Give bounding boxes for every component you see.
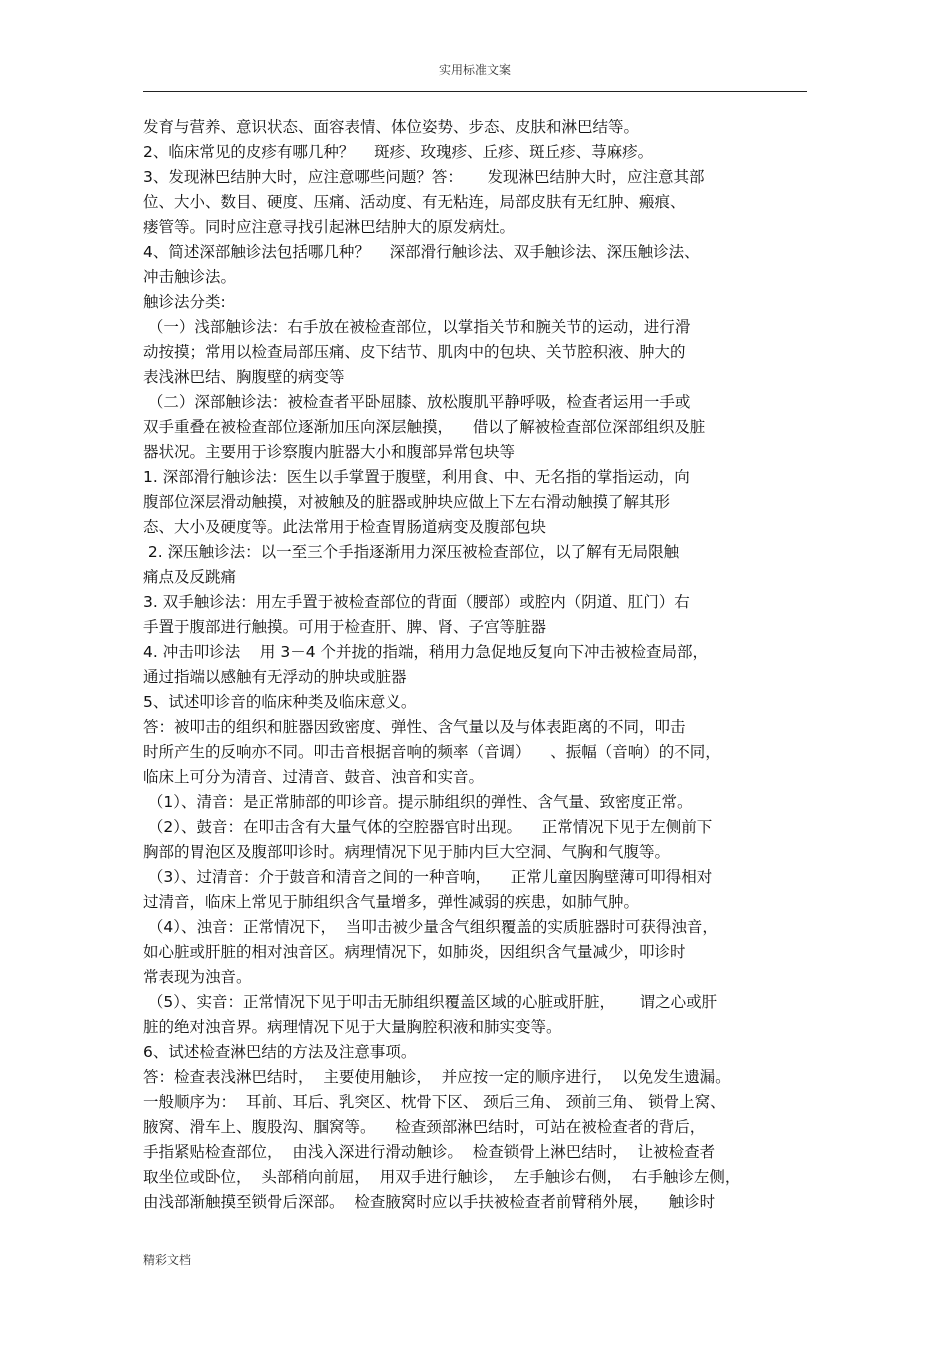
text-line: 如心脏或肝脏的相对浊音区。病理情况下，如肺炎，因组织含气量减少，叩诊时 (143, 943, 686, 961)
text-line: 6、试述检查淋巴结的方法及注意事项。 (143, 1043, 417, 1061)
text-line: 答：检查表浅淋巴结时， 主要使用触诊， 并应按一定的顺序进行， 以免发生遗漏。 (143, 1068, 731, 1086)
text-line: 取坐位或卧位， 头部稍向前屈， 用双手进行触诊， 左手触诊右侧， 右手触诊左侧， (143, 1168, 741, 1186)
page-header: 实用标准文案 (438, 63, 511, 77)
text-line: 器状况。主要用于诊察腹内脏器大小和腹部异常包块等 (143, 443, 516, 461)
text-line: 4、简述深部触诊法包括哪几种？ 深部滑行触诊法、双手触诊法、深压触诊法、 (143, 243, 700, 261)
text-line: 表浅淋巴结、胸腹壁的病变等 (143, 368, 345, 386)
text-line: 手指紧贴检查部位， 由浅入深进行滑动触诊。 检查锁骨上淋巴结时， 让被检查者 (143, 1143, 716, 1161)
text-line: （2）、鼓音：在叩击含有大量气体的空腔器官时出现。 正常情况下见于左侧前下 (143, 818, 713, 836)
text-line: 常表现为浊音。 (143, 968, 252, 986)
text-line: 痛点及反跳痛 (143, 568, 237, 586)
text-line: 4. 冲击叩诊法 用 3－4 个并拢的指端，稍用力急促地反复向下冲击被检查局部， (143, 643, 709, 661)
text-line: 腹部位深层滑动触摸，对被触及的脏器或肿块应做上下左右滑动触摸了解其形 (143, 493, 671, 511)
text-line: 通过指端以感触有无浮动的肿块或脏器 (143, 668, 407, 686)
text-line: 双手重叠在被检查部位逐渐加压向深层触摸， 借以了解被检查部位深部组织及脏 (143, 418, 706, 436)
text-line: 腋窝、滑车上、腹股沟、腘窝等。 检查颈部淋巴结时，可站在被检查者的背后， (143, 1118, 706, 1136)
text-line: 冲击触诊法。 (143, 268, 237, 286)
text-line: 位、大小、数目、硬度、压痛、活动度、有无粘连，局部皮肤有无红肿、瘢痕、 (143, 193, 686, 211)
text-line: （二）深部触诊法：被检查者平卧屈膝、放松腹肌平静呼吸，检查者运用一手或 (143, 393, 691, 411)
text-line: 时所产生的反响亦不同。叩击音根据音响的频率（音调） 、振幅（音响）的不同， (143, 743, 721, 761)
text-line: 答：被叩击的组织和脏器因致密度、弹性、含气量以及与体表距离的不同，叩击 (143, 718, 686, 736)
text-line: 5、试述叩诊音的临床种类及临床意义。 (143, 693, 417, 711)
text-line: 胸部的胃泡区及腹部叩诊时。病理情况下见于肺内巨大空洞、气胸和气腹等。 (143, 843, 671, 861)
text-line: 3. 双手触诊法：用左手置于被检查部位的背面（腰部）或腔内（阴道、肛门）右 (143, 593, 690, 611)
document-body (143, 115, 823, 1215)
text-line: 瘘管等。同时应注意寻找引起淋巴结肿大的原发病灶。 (143, 218, 516, 236)
text-line: 触诊法分类: (143, 293, 226, 311)
text-line: 一般顺序为： 耳前、耳后、乳突区、枕骨下区、 颈后三角、 颈前三角、 锁骨上窝、 (143, 1093, 726, 1111)
text-line: 过清音，临床上常见于肺组织含气量增多，弹性减弱的疾患，如肺气肿。 (143, 893, 640, 911)
page-footer: 精彩文档 (143, 1253, 192, 1267)
text-line: （1）、清音：是正常肺部的叩诊音。提示肺组织的弹性、含气量、致密度正常。 (143, 793, 693, 811)
text-line: （4）、浊音：正常情况下， 当叩击被少量含气组织覆盖的实质脏器时可获得浊音， (143, 918, 718, 936)
text-line: 态、大小及硬度等。此法常用于检查胃肠道病变及腹部包块 (143, 518, 547, 536)
text-line: 1. 深部滑行触诊法：医生以手掌置于腹壁，利用食、中、无名指的掌指运动，向 (143, 468, 690, 486)
text-line: 2. 深压触诊法：以一至三个手指逐渐用力深压被检查部位，以了解有无局限触 (143, 543, 680, 561)
text-line: 发育与营养、意识状态、面容表情、体位姿势、步态、皮肤和淋巴结等。 (143, 118, 640, 136)
text-line: 动按摸；常用以检查局部压痛、皮下结节、肌肉中的包块、关节腔积液、肿大的 (143, 343, 686, 361)
text-line: （5）、实音：正常情况下见于叩击无肺组织覆盖区域的心脏或肝脏， 谓之心或肝 (143, 993, 718, 1011)
text-line: （3）、过清音：介于鼓音和清音之间的一种音响， 正常儿童因胸壁薄可叩得相对 (143, 868, 713, 886)
text-line: 脏的绝对浊音界。病理情况下见于大量胸腔积液和肺实变等。 (143, 1018, 562, 1036)
text-line: 临床上可分为清音、过清音、鼓音、浊音和实音。 (143, 768, 485, 786)
text-line: 2、临床常见的皮疹有哪几种？ 斑疹、玫瑰疹、丘疹、斑丘疹、荨麻疹。 (143, 143, 654, 161)
header-divider (143, 91, 807, 92)
text-line: 3、发现淋巴结肿大时，应注意哪些问题？答： 发现淋巴结肿大时，应注意其部 (143, 168, 705, 186)
text-line: 由浅部渐触摸至锁骨后深部。 检查腋窝时应以手扶被检查者前臂稍外展， 触诊时 (143, 1193, 716, 1211)
text-line: 手置于腹部进行触摸。可用于检查肝、脾、肾、子宫等脏器 (143, 618, 547, 636)
text-line: （一）浅部触诊法：右手放在被检查部位，以掌指关节和腕关节的运动，进行滑 (143, 318, 691, 336)
